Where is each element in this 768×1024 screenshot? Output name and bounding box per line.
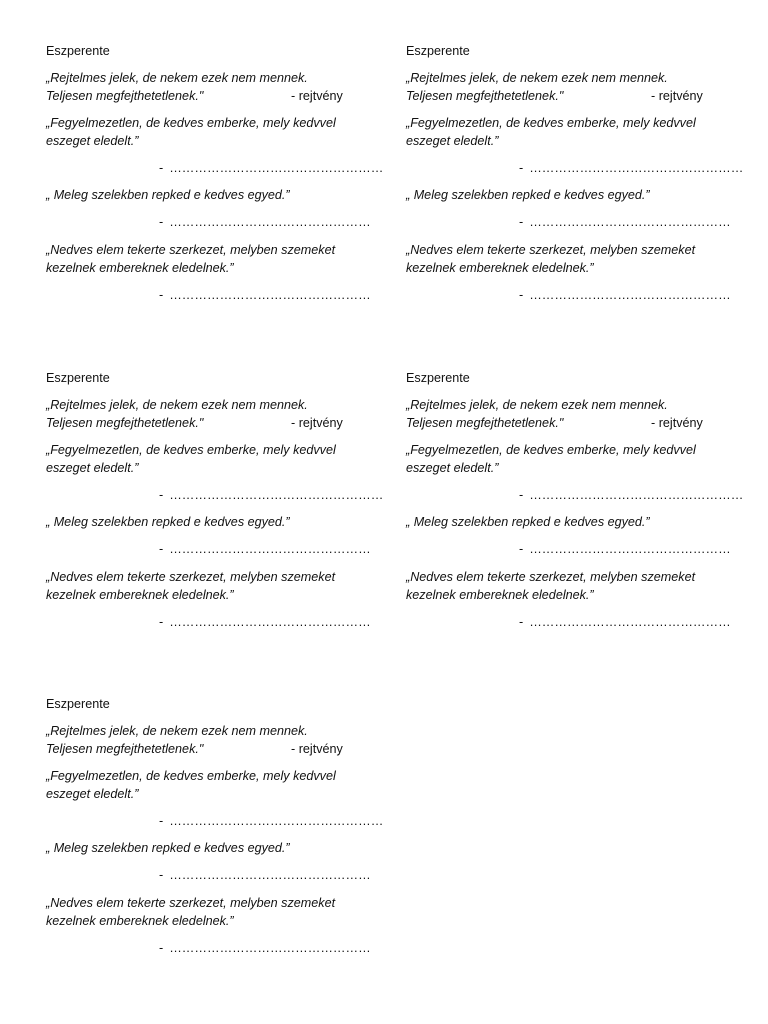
question-line: kezelnek embereknek eledelnek.” (46, 913, 234, 928)
answer-blank (159, 287, 371, 305)
answer-dash: - (519, 161, 524, 175)
answer-dots: ………………………………………… (529, 615, 731, 629)
question-line: kezelnek embereknek eledelnek.” (406, 587, 594, 602)
riddle-intro-quote (406, 70, 668, 105)
quote-line: „Rejtelmes jelek, de nekem ezek nem mennek. (406, 71, 668, 85)
question-line: „Nedves elem tekerte szerkezet, melyben szemeket (46, 243, 336, 257)
answer-dots: ………………………………………… (169, 215, 371, 229)
answer-dots: ………………………………………… (529, 542, 731, 556)
answer-dash: - (519, 615, 524, 629)
quote-line: Teljesen megfejthetetlenek." (406, 88, 564, 103)
riddle-question-1 (46, 768, 336, 803)
answer-dash: - (159, 288, 164, 302)
answer-dash: - (159, 615, 164, 629)
riddle-question-3 (406, 569, 695, 604)
quote-line: Teljesen megfejthetetlenek." (46, 415, 204, 430)
answer-dash: - (519, 288, 524, 302)
quote-author: - rejtvény (651, 416, 703, 430)
riddle-intro-quote (46, 70, 308, 105)
riddle-question-2 (406, 514, 650, 532)
answer-dash: - (159, 215, 164, 229)
riddle-question-3 (46, 242, 335, 277)
riddle-intro-quote (46, 723, 308, 758)
answer-dots: ………………………………………… (529, 215, 731, 229)
answer-dots: …………………………………………… (169, 814, 384, 828)
question-line: eszeget eledelt.” (406, 133, 499, 148)
answer-blank (159, 614, 371, 632)
question-line: „ Meleg szelekben repked e kedves egyed.” (46, 515, 290, 529)
answer-dash: - (519, 215, 524, 229)
riddle-question-2 (46, 840, 290, 858)
question-line: kezelnek embereknek eledelnek.” (46, 260, 234, 275)
question-line: eszeget eledelt.” (46, 133, 139, 148)
answer-dash: - (519, 542, 524, 556)
question-line: „Nedves elem tekerte szerkezet, melyben szemeket (406, 570, 696, 584)
riddle-question-1 (46, 442, 336, 477)
question-line: „Nedves elem tekerte szerkezet, melyben szemeket (46, 570, 336, 584)
answer-dots: …………………………………………… (529, 161, 744, 175)
question-line: eszeget eledelt.” (46, 786, 139, 801)
card-title: Eszperente (46, 371, 110, 385)
question-line: „Fegyelmezetlen, de kedves emberke, mely kedvvel (46, 443, 336, 457)
quote-author: - rejtvény (651, 89, 703, 103)
riddle-question-2 (406, 187, 650, 205)
answer-dots: ………………………………………… (169, 868, 371, 882)
quote-author: - rejtvény (291, 89, 343, 103)
quote-line: „Rejtelmes jelek, de nekem ezek nem mennek. (46, 724, 308, 738)
answer-blank (519, 287, 731, 305)
answer-blank (159, 214, 371, 232)
question-line: „ Meleg szelekben repked e kedves egyed.” (406, 188, 650, 202)
answer-dots: ………………………………………… (169, 542, 371, 556)
quote-line: Teljesen megfejthetetlenek." (406, 415, 564, 430)
riddle-intro-quote (46, 397, 308, 432)
puzzle-card (406, 370, 744, 640)
question-line: „Fegyelmezetlen, de kedves emberke, mely kedvvel (406, 116, 696, 130)
question-line: „Fegyelmezetlen, de kedves emberke, mely kedvvel (406, 443, 696, 457)
riddle-intro-quote (406, 397, 668, 432)
question-line: eszeget eledelt.” (46, 460, 139, 475)
question-line: „Nedves elem tekerte szerkezet, melyben szemeket (406, 243, 696, 257)
answer-dots: ………………………………………… (169, 288, 371, 302)
answer-dash: - (159, 161, 164, 175)
answer-blank (159, 867, 371, 885)
quote-line: Teljesen megfejthetetlenek." (46, 741, 204, 756)
question-line: „ Meleg szelekben repked e kedves egyed.” (46, 188, 290, 202)
puzzle-card (406, 43, 744, 313)
question-line: kezelnek embereknek eledelnek.” (406, 260, 594, 275)
riddle-question-3 (46, 569, 335, 604)
answer-dots: …………………………………………… (169, 161, 384, 175)
quote-line: „Rejtelmes jelek, de nekem ezek nem mennek. (406, 398, 668, 412)
answer-dots: …………………………………………… (169, 488, 384, 502)
quote-line: „Rejtelmes jelek, de nekem ezek nem mennek. (46, 71, 308, 85)
answer-blank (519, 160, 743, 178)
answer-dash: - (159, 868, 164, 882)
answer-blank (519, 541, 731, 559)
riddle-question-1 (406, 442, 696, 477)
puzzle-card (46, 370, 384, 640)
quote-line: „Rejtelmes jelek, de nekem ezek nem mennek. (46, 398, 308, 412)
answer-dots: …………………………………………… (529, 488, 744, 502)
question-line: kezelnek embereknek eledelnek.” (46, 587, 234, 602)
card-title: Eszperente (46, 697, 110, 711)
question-line: eszeget eledelt.” (406, 460, 499, 475)
riddle-question-3 (46, 895, 335, 930)
answer-dots: ………………………………………… (529, 288, 731, 302)
answer-blank (519, 614, 731, 632)
answer-dash: - (159, 814, 164, 828)
puzzle-card (46, 43, 384, 313)
answer-blank (159, 940, 371, 958)
quote-author: - rejtvény (291, 742, 343, 756)
answer-blank (519, 487, 743, 505)
card-title: Eszperente (406, 44, 470, 58)
question-line: „Nedves elem tekerte szerkezet, melyben szemeket (46, 896, 336, 910)
riddle-question-1 (46, 115, 336, 150)
answer-dash: - (159, 941, 164, 955)
answer-blank (159, 813, 383, 831)
card-title: Eszperente (406, 371, 470, 385)
card-title: Eszperente (46, 44, 110, 58)
answer-dots: ………………………………………… (169, 615, 371, 629)
answer-dash: - (519, 488, 524, 502)
riddle-question-2 (46, 514, 290, 532)
answer-blank (159, 541, 371, 559)
question-line: „ Meleg szelekben repked e kedves egyed.” (406, 515, 650, 529)
riddle-question-3 (406, 242, 695, 277)
answer-dash: - (159, 542, 164, 556)
question-line: „Fegyelmezetlen, de kedves emberke, mely kedvvel (46, 116, 336, 130)
riddle-question-2 (46, 187, 290, 205)
answer-dash: - (159, 488, 164, 502)
riddle-question-1 (406, 115, 696, 150)
quote-line: Teljesen megfejthetetlenek." (46, 88, 204, 103)
answer-blank (159, 160, 383, 178)
answer-dots: ………………………………………… (169, 941, 371, 955)
question-line: „Fegyelmezetlen, de kedves emberke, mely kedvvel (46, 769, 336, 783)
question-line: „ Meleg szelekben repked e kedves egyed.” (46, 841, 290, 855)
quote-author: - rejtvény (291, 416, 343, 430)
answer-blank (159, 487, 383, 505)
answer-blank (519, 214, 731, 232)
puzzle-card (46, 696, 384, 966)
